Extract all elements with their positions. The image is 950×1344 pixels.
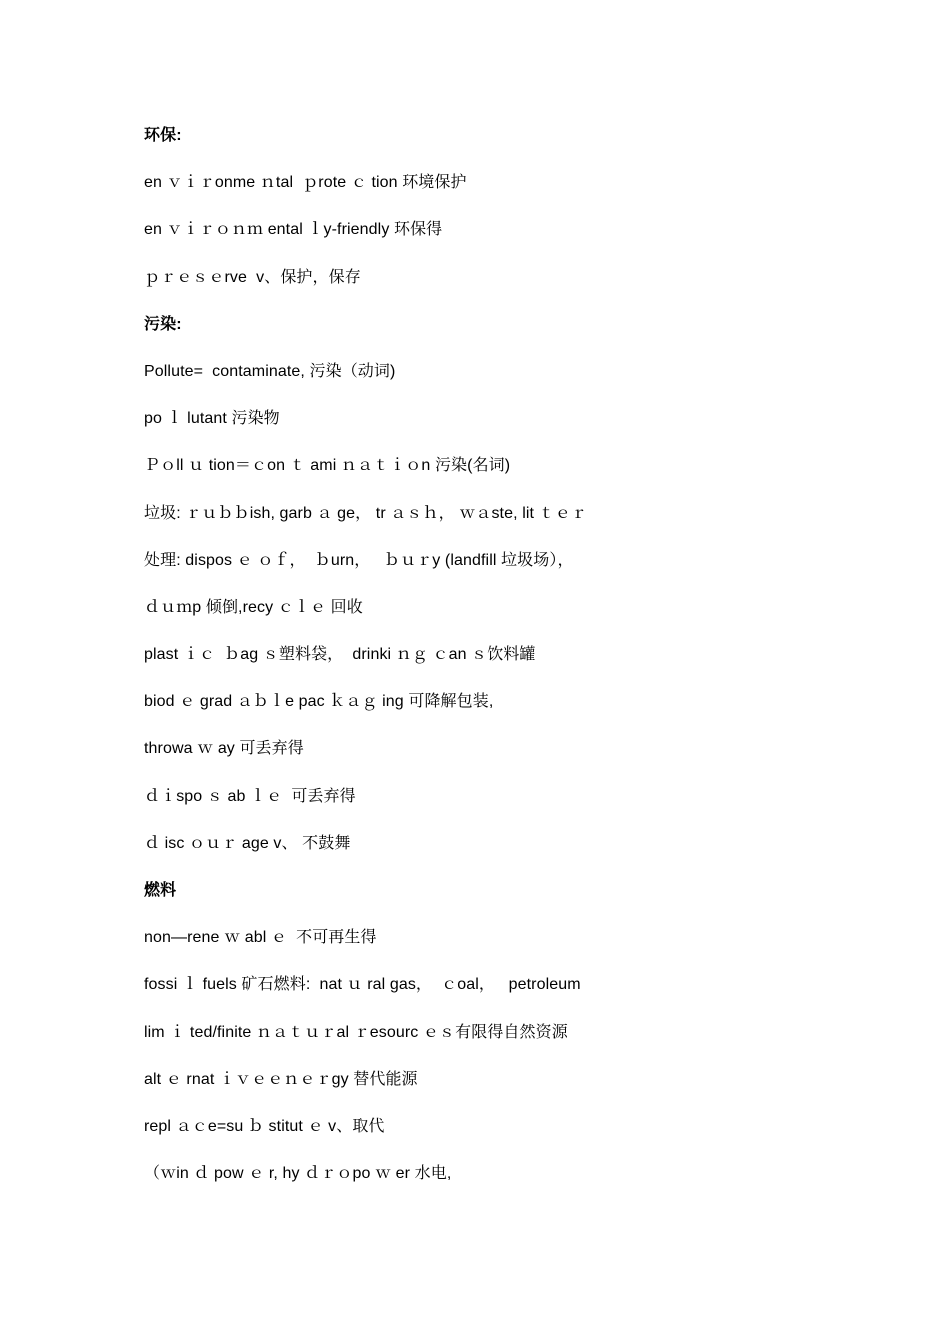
vocab-line-preserve: ｐｒｅｓｅrve v、保护，保存 — [144, 268, 361, 286]
vocab-line-pollute: Pollute= contaminate, 污染（动词) — [144, 362, 396, 380]
vocab-line-wind-power: （ｗin ｄ pow ｅ r, hy ｄｒｏpo ｗ er 水电, — [144, 1165, 452, 1183]
vocab-line-discourage: ｄ isc ｏｕｒ age v、 不鼓舞 — [144, 834, 351, 852]
vocab-line-alternative-energy: alt ｅ rnat ｉｖｅｅｎｅｒgy 替代能源 — [144, 1070, 418, 1088]
vocabulary-notes — [144, 124, 904, 1209]
vocab-line-pollution: Ｐｏll ｕ tion＝ｃon ｔ ami ｎａｔｉｏn 污染(名词) — [144, 457, 511, 475]
vocab-line-non-renewable: non—rene ｗ abl ｅ 不可再生得 — [144, 929, 377, 947]
vocab-line-limited-resources: lim ｉ ted/finite ｎａｔｕｒal ｒesourc ｅｓ有限得自然资源 — [144, 1023, 568, 1041]
vocab-line-fossil-fuels: fossi ｌ fuels 矿石燃料: nat ｕ ral gas， ｃoal， petroleum — [144, 976, 581, 994]
vocab-line-plastic-bags: plast ｉｃ ｂag ｓ塑料袋， drinki ｎｇ ｃan ｓ饮料罐 — [144, 646, 536, 664]
section-heading-pollution: 污染: — [144, 315, 182, 333]
vocab-line-replace: repl ａｃe=su ｂ stitut ｅ v、取代 — [144, 1117, 385, 1135]
vocab-line-disposable: ｄｉspo ｓ ab ｌｅ 可丢弃得 — [144, 787, 356, 805]
vocab-line-rubbish: 垃圾: ｒｕｂｂish, garb ａ ge， tr ａｓｈ， ｗａste, lit ｔｅｒ — [144, 504, 587, 522]
section-heading-fuel: 燃料 — [144, 882, 177, 899]
vocab-line-dispose: 处理: dispos ｅ ｏｆ， ｂurn， ｂｕｒy (landfill 垃圾场）， — [144, 551, 574, 569]
vocab-line-environmentally-friendly: en ｖｉｒｏｎｍ ental ｌy-friendly 环保得 — [144, 221, 443, 239]
vocab-line-dump-recycle: ｄｕｍp 倾倒,recy ｃｌｅ 回收 — [144, 598, 363, 616]
vocab-line-throwaway: throwa ｗ ay 可丢弃得 — [144, 740, 304, 758]
section-heading-environmental-protection: 环保: — [144, 127, 182, 144]
vocab-line-environmental-protection: en ｖｉｒonme ｎtal ｐrote ｃ tion 环境保护 — [144, 174, 467, 192]
vocab-line-pollutant: po ｌ lutant 污染物 — [144, 410, 280, 428]
vocab-line-biodegradable: biod ｅ grad ａｂｌe pac ｋａｇ ing 可降解包装, — [144, 693, 494, 711]
